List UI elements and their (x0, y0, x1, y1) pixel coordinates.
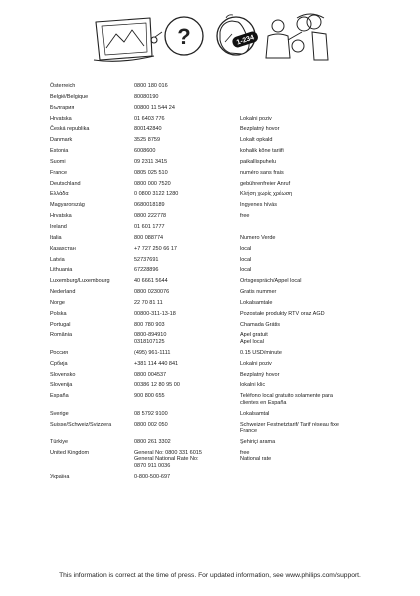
country-cell: Україна (50, 473, 70, 480)
call-note-cell: Pozostałe produkty RTV oraz AGD (240, 310, 325, 317)
phone-number-cell: 0800 261 3302 (134, 438, 171, 445)
phone-number-cell: 800142840 (134, 126, 162, 133)
call-note-cell: Ingyenes hívás (240, 202, 277, 209)
country-cell: España (50, 393, 69, 400)
country-cell: Sverige (50, 410, 69, 417)
table-row (50, 393, 380, 406)
table-row (50, 126, 380, 133)
table-row (50, 372, 380, 379)
country-cell: Danmark (50, 137, 73, 144)
country-cell: България (50, 104, 75, 111)
phone-number-cell: 0800-894910 0318107125 (134, 332, 167, 345)
phone-number-cell: 01 601 1777 (134, 223, 165, 230)
phone-number-cell: 0680018189 (134, 202, 165, 209)
country-cell: Lithuania (50, 267, 73, 274)
country-cell: France (50, 169, 68, 176)
country-cell: Hrvatska (50, 115, 72, 122)
phone-number-cell: 01 6403 776 (134, 115, 165, 122)
table-row (50, 105, 380, 112)
call-note-cell: Chamada Grátis (240, 321, 281, 328)
phone-number-cell: (495) 961-1111 (134, 349, 171, 356)
phone-number-cell: 0800 0230076 (134, 289, 170, 296)
phone-number-cell: 09 2311 3415 (134, 158, 168, 165)
table-row (50, 267, 380, 274)
phone-number-cell: General No: 0800 331 6015 General National Rate No: 0870 911 0036 (134, 449, 202, 469)
call-note-cell: local (240, 256, 252, 263)
table-row (50, 300, 380, 307)
table-row (50, 332, 380, 345)
call-note-cell: Lokalni poziv (240, 360, 272, 367)
phone-number-badge: 1-234 (235, 34, 256, 47)
phone-number-cell: 52737691 (134, 256, 159, 263)
country-cell: Italia (50, 234, 62, 241)
table-row (50, 170, 380, 177)
country-cell: Hrvatska (50, 213, 72, 220)
table-row (50, 191, 380, 198)
country-cell: Slovenija (50, 382, 73, 389)
call-note-cell: local (240, 267, 252, 274)
country-cell: Latvia (50, 256, 65, 263)
table-row (50, 361, 380, 368)
phone-number-cell: +381 114 440 841 (134, 360, 179, 367)
country-cell: Suomi (50, 158, 66, 165)
phone-number-cell: 0805 025 510 (134, 169, 168, 176)
table-row (50, 278, 380, 285)
table-row (50, 213, 380, 220)
helping-person-icon (266, 14, 328, 60)
call-note-cell: gebührenfreier Anruf (240, 180, 291, 187)
call-note-cell: Lokalsamtal (240, 410, 270, 417)
phone-number-cell: 0 0800 3122 1280 (134, 191, 179, 198)
phone-number-cell: 0800 180 016 (134, 83, 168, 89)
phone-number-cell: 0-800-500-697 (134, 473, 171, 480)
table-row (50, 422, 380, 435)
phone-number-cell: +7 727 250 66 17 (134, 245, 177, 252)
call-note-cell (240, 474, 380, 481)
table-row (50, 224, 380, 231)
call-note-cell: Schweizer Festnetztarif/ Tarif réseau fixe France (240, 421, 339, 435)
table-row (50, 235, 380, 242)
phone-number-cell: 900 800 655 (134, 393, 165, 400)
call-note-cell: lokalni klic (240, 382, 266, 389)
table-row (50, 202, 380, 209)
call-note-cell: Numero Verde (240, 234, 276, 241)
table-row (50, 289, 380, 296)
question-bubble-icon (165, 17, 203, 55)
table-row (50, 83, 380, 90)
country-cell: Luxemburg/Luxembourg (50, 278, 110, 285)
country-cell: Polska (50, 310, 67, 317)
call-note-cell: Lokalni poziv (240, 115, 272, 122)
phone-number-cell: 800 780 903 (134, 321, 165, 328)
phone-number-cell: 08 5792 9100 (134, 410, 168, 417)
call-note-cell: Lokalt opkald (240, 137, 273, 144)
helpline-table (50, 83, 380, 485)
table-row (50, 450, 380, 470)
call-note-cell: Şehiriçi arama (240, 438, 276, 445)
country-cell: Magyarország (50, 202, 85, 209)
phone-number-cell: 80080190 (134, 93, 159, 100)
table-row (50, 137, 380, 144)
table-row (50, 181, 380, 188)
phone-number-cell: 800 088774 (134, 234, 164, 241)
call-note-cell: Lokalsamtale (240, 299, 273, 306)
table-row (50, 246, 380, 253)
country-cell: Türkiye (50, 438, 69, 445)
call-note-cell: Gratis nummer (240, 289, 277, 296)
table-row (50, 148, 380, 155)
table-row (50, 257, 380, 264)
call-note-cell: free National rate (240, 449, 272, 463)
phone-number-cell: 3525 8759 (134, 137, 160, 144)
country-cell: Србија (50, 360, 68, 367)
call-note-cell: Apel gratuit Apel local (240, 332, 268, 345)
computer-screen-icon (94, 18, 162, 61)
phone-number-cell: 67228896 (134, 267, 159, 274)
call-note-cell: free (240, 213, 250, 220)
call-note-cell (240, 224, 380, 231)
country-cell: België/Belgique (50, 93, 89, 100)
call-note-cell (240, 105, 380, 112)
table-row (50, 322, 380, 329)
table-row (50, 94, 380, 101)
footer-note: This information is correct at the time of press. For updated information, see www.philips.com/support. (59, 572, 361, 579)
table-row (50, 159, 380, 166)
phone-number-cell: 6008600 (134, 148, 156, 155)
phone-number-cell: 00800 11 544 24 (134, 104, 175, 111)
table-row (50, 439, 380, 446)
table-row (50, 311, 380, 318)
country-cell: Казахстан (50, 245, 76, 252)
country-cell: România (50, 332, 73, 339)
call-note-cell: local (240, 245, 252, 252)
table-row (50, 411, 380, 418)
call-note-cell: Bezplatný hovor (240, 371, 280, 378)
call-note-cell: Teléfono local gratuito solamente para clientes en España (240, 393, 333, 406)
table-row (50, 350, 380, 357)
country-cell: Norge (50, 299, 65, 306)
support-illustration (92, 12, 332, 70)
country-cell: Österreich (50, 83, 76, 89)
call-note-cell (240, 94, 380, 101)
country-cell: Česká republika (50, 126, 90, 133)
call-note-cell (240, 83, 380, 90)
call-note-cell: 0.15 USD/minute (240, 349, 282, 356)
country-cell: Slovensko (50, 371, 76, 378)
phone-call-icon (217, 15, 259, 55)
phone-number-cell: 22 70 81 11 (134, 299, 163, 306)
country-cell: Ελλάδα (50, 191, 69, 198)
phone-number-cell: 0800 004537 (134, 371, 167, 378)
country-cell: Suisse/Schweiz/Svizzera (50, 421, 112, 428)
call-note-cell: Κλήση χωρίς χρέωση (240, 191, 293, 198)
phone-number-cell: 00386 12 80 95 00 (134, 382, 180, 389)
country-cell: Ireland (50, 223, 67, 230)
table-row (50, 116, 380, 123)
phone-number-cell: 00800-311-13-18 (134, 310, 176, 317)
country-cell: United Kingdom (50, 449, 90, 456)
question-mark: ? (177, 24, 191, 49)
call-note-cell: numéro sans frais (240, 169, 284, 176)
country-cell: Portugal (50, 321, 71, 328)
phone-number-cell: 0800 222778 (134, 213, 167, 220)
phone-number-cell: 40 6661 5644 (134, 278, 168, 285)
phone-number-cell: 0800 000 7520 (134, 180, 171, 187)
country-cell: Estonia (50, 148, 69, 155)
country-cell: Россия (50, 349, 69, 356)
call-note-cell: paikallispuhelu (240, 158, 277, 165)
table-row (50, 382, 380, 389)
country-cell: Deutschland (50, 180, 81, 187)
call-note-cell: Ortsgespräch/Appel local (240, 278, 302, 285)
table-row (50, 474, 380, 481)
call-note-cell: kohalik kõne tariifi (240, 148, 284, 155)
country-cell: Nederland (50, 289, 76, 296)
call-note-cell: Bezplatný hovor (240, 126, 280, 133)
phone-number-cell: 0800 002 050 (134, 421, 168, 428)
